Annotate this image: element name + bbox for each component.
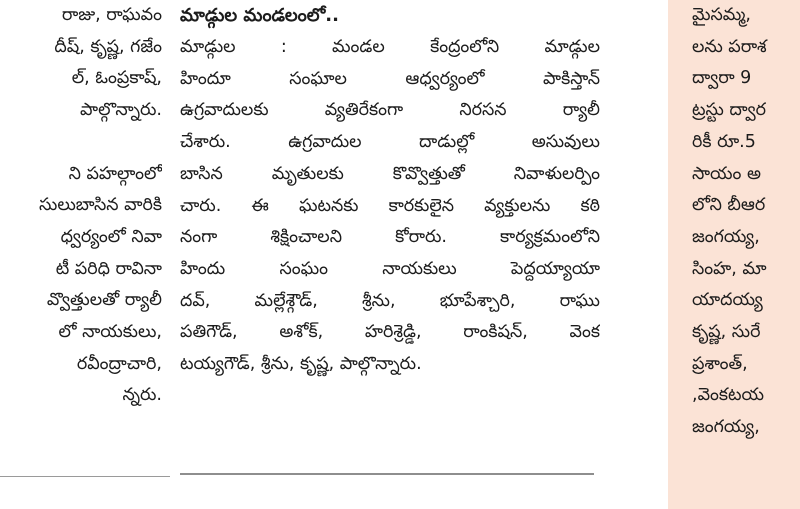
left-column-rule [0, 476, 170, 477]
text-line: పాల్గొన్నారు. [80, 100, 162, 121]
text-line: టయ్యగౌడ్, శ్రీను, కృష్ణ, పాల్గొన్నారు. [180, 354, 422, 375]
text-line: జంగయ్య, [692, 226, 760, 247]
article-madgula [180, 0, 600, 470]
text-line: సింహ, మా [692, 258, 767, 279]
text-line: ,వెంకటయ [692, 385, 765, 406]
text-line: రికీ రూ.5 [692, 131, 756, 152]
text-line: టీ పరిధి రావినా [55, 258, 162, 279]
article-heading: మాడ్గుల మండలంలో.. [180, 5, 339, 26]
article-body [180, 32, 600, 381]
text-line: న్నరు. [122, 385, 162, 406]
text-line: దీష్, కృష్ణ, గజేం [54, 36, 162, 57]
text-line: ల్, ఓంప్రకాష్, [71, 68, 162, 89]
left-column-snippet [0, 0, 162, 470]
text-line: ట్రస్టు ద్వార [692, 100, 767, 121]
text-line: ధ్వర్యంలో నివా [60, 226, 162, 247]
right-column-shaded-snippet [668, 0, 800, 509]
text-line: దవ్, మల్లేశ్గౌడ్, శ్రీను, భూపేశ్చారి, రాఘు [180, 290, 600, 311]
text-line: హిందు సంఘం నాయకులు పెద్దయ్యాయా [180, 258, 600, 279]
text-line [0, 127, 162, 159]
text-line: వ్వొత్తులతో ర్యాలీ [46, 290, 162, 311]
text-line: సాయం అ [692, 163, 761, 184]
text-line: చేశారు. ఉగ్రవాదుల దాడుల్లో అసువులు [180, 132, 600, 153]
text-line: మాడ్గుల : మండల కేంద్రంలోని మాడ్గుల [180, 37, 600, 57]
text-line: లను పరాశ [692, 36, 767, 57]
text-line: ఉగ్రవాదులకు వ్యతిరేకంగా నిరసన ర్యాలీ [180, 100, 600, 121]
text-line: కృష్ణ, సురే [692, 322, 761, 343]
text-line: లో నాయకులు, [58, 322, 162, 343]
text-line: జంగయ్య, [692, 417, 760, 438]
text-line: పతిగౌడ్, అశోక్, హరిశ్రెడ్డి, రాంకిషన్, వెంక [180, 322, 600, 343]
text-line: రాజు, రాఘవం [61, 5, 162, 25]
text-line: ని పహల్గాంలో [68, 163, 162, 184]
text-line: మైసమ్మ, [692, 5, 751, 25]
text-line: యాదయ్య [692, 290, 763, 311]
text-line: నంగా శిక్షించాలని కోరారు. కార్యక్రమంలోని [180, 227, 600, 248]
text-line: ప్రశాంత్, [692, 353, 748, 374]
text-line: లోని బీఆర [692, 195, 766, 216]
text-line: ద్వారా 9 [692, 68, 752, 89]
text-line: రవీంద్రాచారి, [76, 353, 162, 374]
article-rule [180, 473, 594, 475]
text-line: హిందూ సంఘాల ఆధ్వర్యంలో పాకిస్తాన్ [180, 68, 600, 89]
text-line: చారు. ఈ ఘటనకు కారకులైన వ్యక్తులను కఠి [180, 195, 600, 216]
text-line: బాసిన మృతులకు కొవ్వొత్తుతో నివాళులర్పిం [180, 163, 600, 184]
text-line: సులుబాసిన వారికి [38, 195, 162, 216]
